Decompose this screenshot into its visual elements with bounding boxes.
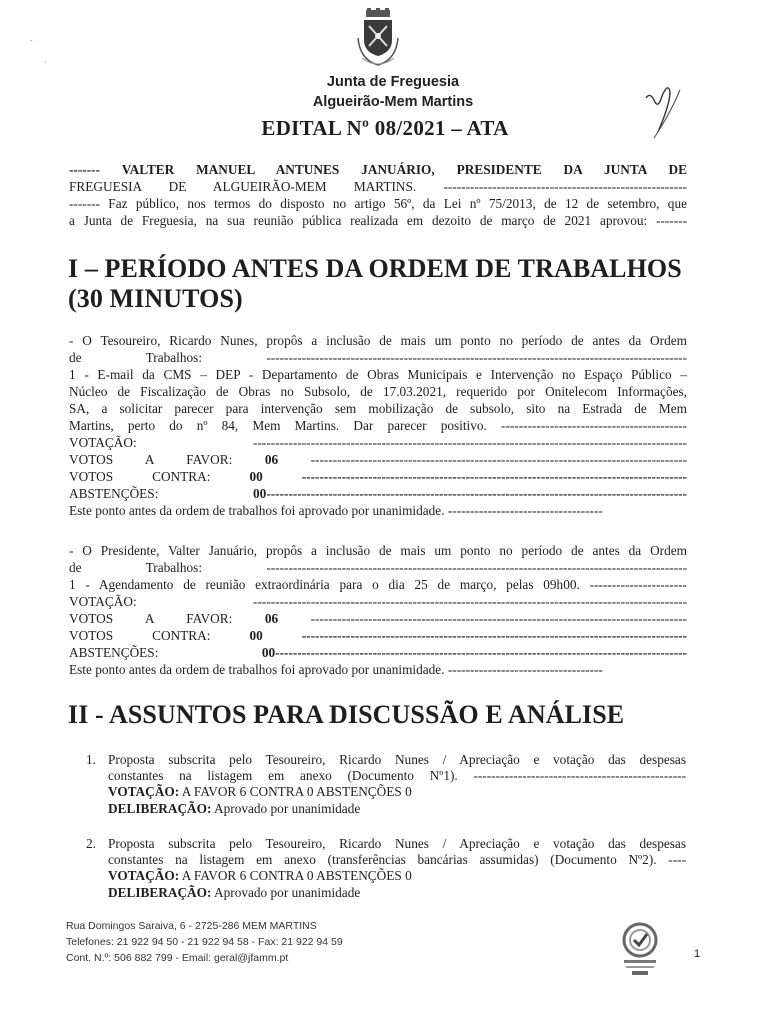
list-item [86,752,686,817]
list-item-vote: VOTAÇÃO: A FAVOR 6 CONTRA 0 ABSTENÇÕES 0 [108,868,412,884]
scan-mark: · [44,58,47,67]
list-item-text: constantes na listagem em anexo (Documento Nº1). ------------------------------------------------ [108,768,686,784]
page-number: 1 [694,948,701,960]
vote-abstention-line: ABSTENÇÕES: 00--------------------------------------------------------------------------------------------- [69,645,687,660]
certification-seal-icon [616,918,664,978]
section-heading: (30 MINUTOS) [68,284,243,313]
list-item-number: 1. [86,752,96,767]
document-title: EDITAL Nº 08/2021 – ATA [261,116,509,140]
scan-mark: - [30,36,33,45]
paragraph-line: 1 - E-mail da CMS – DEP - Departamento de Obras Municipais e Intervenção no Espaço Público – [69,367,687,382]
vote-abstention-line: ABSTENÇÕES: 00----------------------------------------------------------------------------------------------- [69,486,687,501]
vote-favor-line: VOTOS A FAVOR: 06 ------------------------------------------------------------------------------------- [69,611,687,626]
paragraph-line: Martins, perto do nº 84, Mem Martins. Dar parecer positivo. ------------------------------------------ [69,418,687,433]
vote-favor-line: VOTOS A FAVOR: 06 ------------------------------------------------------------------------------------- [69,452,687,467]
intro-line: ------- VALTER MANUEL ANTUNES JANUÁRIO, PRESIDENTE DA JUNTA DE [69,162,687,177]
intro-line: a Junta de Freguesia, na sua reunião pública realizada em dezoito de março de 2021 aprovou: ------- [69,213,687,228]
result-line: Este ponto antes da ordem de trabalhos foi aprovado por unanimidade. ----------------------------------- [69,503,603,518]
list-item-deliberation: DELIBERAÇÃO: Aprovado por unanimidade [108,800,361,816]
footer-contact: Cont. N.º: 506 882 799 - Email: geral@jfamm.pt [66,952,289,964]
paragraph-line: - O Presidente, Valter Januário, propôs a inclusão de mais um ponto no período de antes da Ordem [69,543,687,558]
org-name-line2: Algueirão-Mem Martins [312,94,474,110]
municipal-crest-icon [352,8,404,70]
section-heading: II - ASSUNTOS PARA DISCUSSÃO E ANÁLISE [68,700,625,729]
list-item-text: Proposta subscrita pelo Tesoureiro, Ricardo Nunes / Apreciação e votação das despesas [108,752,686,767]
list-item-deliberation: DELIBERAÇÃO: Aprovado por unanimidade [108,884,361,900]
vote-line: VOTAÇÃO: -------------------------------------------------------------------------------------------------- [69,594,687,609]
paragraph-line: - O Tesoureiro, Ricardo Nunes, propôs a inclusão de mais um ponto no período de antes da Ordem [69,333,687,348]
intro-line: FREGUESIA DE ALGUEIRÃO-MEM MARTINS. ------------------------------------------------------- [69,179,687,194]
paragraph-line: de Trabalhos: ----------------------------------------------------------------------------------------------- [69,350,687,365]
footer-address: Rua Domingos Saraiva, 6 - 2725-286 MEM MARTINS [66,920,317,932]
signature-mark [640,84,688,140]
paragraph-line: Núcleo de Fiscalização de Obras no Subsolo, de 17.03.2021, requerido por Onitelecom Informações, [69,384,687,399]
paragraph-line: 1 - Agendamento de reunião extraordinária para o dia 25 de março, pelas 09h00. ---------------------- [69,577,687,592]
list-item-number: 2. [86,836,96,851]
list-item [86,836,686,901]
vote-line: VOTAÇÃO: -------------------------------------------------------------------------------------------------- [69,435,687,450]
vote-contra-line: VOTOS CONTRA: 00 --------------------------------------------------------------------------------------- [69,628,687,643]
org-name-line1: Junta de Freguesia [326,74,460,90]
section-heading: I – PERÍODO ANTES DA ORDEM DE TRABALHOS [68,254,682,283]
list-item-vote: VOTAÇÃO: A FAVOR 6 CONTRA 0 ABSTENÇÕES 0 [108,784,412,800]
footer-phones: Telefones: 21 922 94 50 - 21 922 94 58 - Fax: 21 922 94 59 [66,936,343,948]
result-line: Este ponto antes da ordem de trabalhos foi aprovado por unanimidade. ----------------------------------- [69,662,603,677]
list-item-text: Proposta subscrita pelo Tesoureiro, Ricardo Nunes / Apreciação e votação das despesas [108,836,686,851]
intro-line: ------- Faz público, nos termos do disposto no artigo 56º, da Lei nº 75/2013, de 12 de setembro, que [69,196,687,211]
list-item-text: constantes na listagem em anexo (transferências bancárias assumidas) (Documento Nº2). ---- [108,852,686,868]
paragraph-line: de Trabalhos: ----------------------------------------------------------------------------------------------- [69,560,687,575]
vote-contra-line: VOTOS CONTRA: 00 --------------------------------------------------------------------------------------- [69,469,687,484]
paragraph-line: SA, a solicitar parecer para intervenção sem mobilização de subsolo, sito na Estrada de Mem [69,401,687,416]
